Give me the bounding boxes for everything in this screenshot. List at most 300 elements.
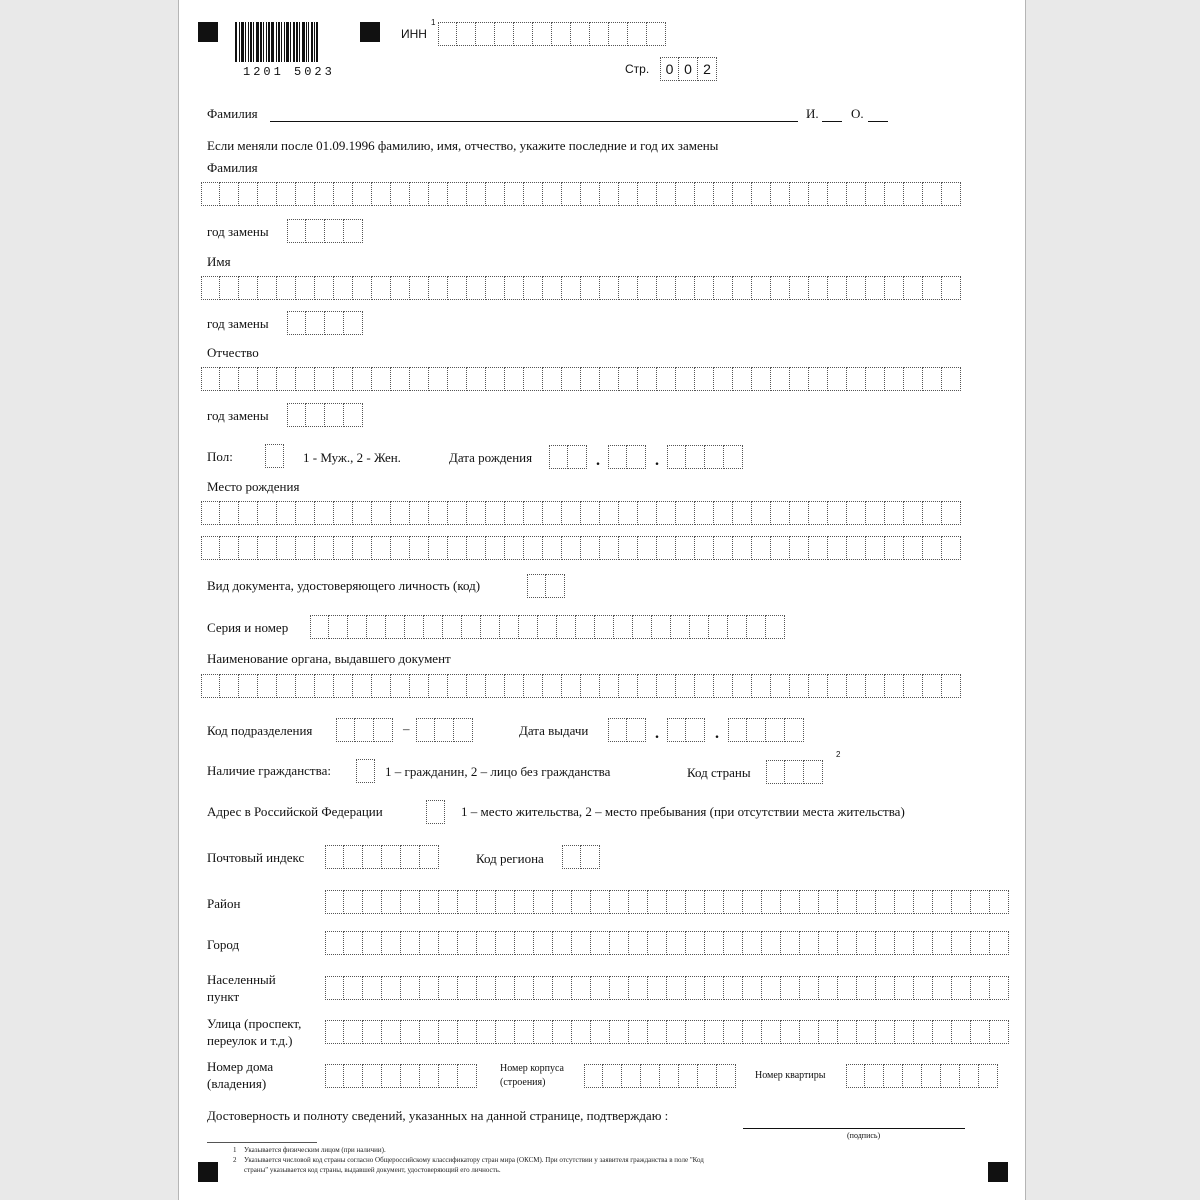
input-cell[interactable] xyxy=(619,276,638,300)
input-cell[interactable] xyxy=(287,219,306,243)
input-cell[interactable] xyxy=(348,615,367,639)
input-cell[interactable] xyxy=(258,674,277,698)
birthplace-input-line-2[interactable] xyxy=(201,536,961,560)
input-cell[interactable] xyxy=(790,367,809,391)
input-cell[interactable] xyxy=(546,574,565,598)
input-cell[interactable] xyxy=(239,536,258,560)
input-cell[interactable] xyxy=(572,890,591,914)
input-cell[interactable] xyxy=(638,367,657,391)
input-cell[interactable] xyxy=(933,931,952,955)
input-cell[interactable] xyxy=(828,276,847,300)
input-cell[interactable] xyxy=(743,890,762,914)
dob-month-input[interactable] xyxy=(608,445,646,469)
input-cell[interactable] xyxy=(467,182,486,206)
input-cell[interactable] xyxy=(562,501,581,525)
input-cell[interactable] xyxy=(641,1064,660,1088)
input-cell[interactable] xyxy=(676,182,695,206)
input-cell[interactable] xyxy=(866,536,885,560)
input-cell[interactable] xyxy=(572,931,591,955)
input-cell[interactable] xyxy=(363,1064,382,1088)
input-cell[interactable] xyxy=(724,1020,743,1044)
input-cell[interactable] xyxy=(458,1020,477,1044)
input-cell[interactable] xyxy=(952,890,971,914)
input-cell[interactable] xyxy=(220,182,239,206)
subdivision-code-part-2[interactable] xyxy=(416,718,473,742)
input-cell[interactable] xyxy=(838,976,857,1000)
input-cell[interactable] xyxy=(914,890,933,914)
input-cell[interactable] xyxy=(990,976,1009,1000)
input-cell[interactable] xyxy=(353,182,372,206)
input-cell[interactable] xyxy=(382,890,401,914)
input-cell[interactable] xyxy=(752,501,771,525)
input-cell[interactable] xyxy=(401,931,420,955)
input-cell[interactable] xyxy=(424,615,443,639)
input-cell[interactable] xyxy=(562,367,581,391)
input-cell[interactable] xyxy=(519,615,538,639)
input-cell[interactable] xyxy=(762,976,781,1000)
input-cell[interactable] xyxy=(538,615,557,639)
input-cell[interactable] xyxy=(448,674,467,698)
input-cell[interactable] xyxy=(752,367,771,391)
input-cell[interactable] xyxy=(990,1020,1009,1044)
input-cell[interactable] xyxy=(610,890,629,914)
input-cell[interactable] xyxy=(486,276,505,300)
input-cell[interactable] xyxy=(429,501,448,525)
input-cell[interactable] xyxy=(743,931,762,955)
input-cell[interactable] xyxy=(590,22,609,46)
patronymic-year-input[interactable] xyxy=(287,403,363,427)
input-cell[interactable] xyxy=(942,367,961,391)
input-cell[interactable] xyxy=(733,501,752,525)
input-cell[interactable] xyxy=(648,976,667,1000)
input-cell[interactable] xyxy=(686,890,705,914)
input-cell[interactable] xyxy=(543,536,562,560)
input-cell[interactable] xyxy=(990,931,1009,955)
input-cell[interactable] xyxy=(876,1020,895,1044)
input-cell[interactable] xyxy=(557,615,576,639)
input-cell[interactable] xyxy=(477,1020,496,1044)
input-cell[interactable] xyxy=(876,890,895,914)
input-cell[interactable] xyxy=(467,501,486,525)
input-cell[interactable] xyxy=(334,276,353,300)
input-cell[interactable] xyxy=(629,890,648,914)
input-cell[interactable] xyxy=(752,182,771,206)
input-cell[interactable] xyxy=(277,501,296,525)
input-cell[interactable] xyxy=(486,182,505,206)
input-cell[interactable] xyxy=(771,674,790,698)
input-cell[interactable] xyxy=(315,674,334,698)
input-cell[interactable] xyxy=(374,718,393,742)
input-cell[interactable] xyxy=(220,674,239,698)
input-cell[interactable] xyxy=(515,976,534,1000)
input-cell[interactable] xyxy=(552,22,571,46)
input-cell[interactable] xyxy=(201,536,220,560)
input-cell[interactable] xyxy=(752,536,771,560)
input-cell[interactable] xyxy=(657,367,676,391)
input-cell[interactable] xyxy=(533,22,552,46)
input-cell[interactable] xyxy=(458,1064,477,1088)
input-cell[interactable] xyxy=(410,536,429,560)
input-cell[interactable] xyxy=(334,536,353,560)
input-cell[interactable] xyxy=(698,1064,717,1088)
input-cell[interactable] xyxy=(657,674,676,698)
input-cell[interactable] xyxy=(325,311,344,335)
issuer-input[interactable] xyxy=(201,674,961,698)
input-cell[interactable] xyxy=(847,367,866,391)
input-cell[interactable] xyxy=(610,931,629,955)
input-cell[interactable] xyxy=(847,276,866,300)
input-cell[interactable] xyxy=(372,536,391,560)
input-cell[interactable] xyxy=(619,674,638,698)
input-cell[interactable] xyxy=(638,501,657,525)
input-cell[interactable] xyxy=(847,182,866,206)
input-cell[interactable] xyxy=(372,367,391,391)
postcode-input[interactable] xyxy=(325,845,439,869)
input-cell[interactable] xyxy=(334,674,353,698)
input-cell[interactable] xyxy=(344,845,363,869)
input-cell[interactable] xyxy=(771,276,790,300)
apartment-input[interactable] xyxy=(846,1064,998,1088)
dob-year-input[interactable] xyxy=(667,445,743,469)
input-cell[interactable] xyxy=(258,367,277,391)
input-cell[interactable] xyxy=(838,1020,857,1044)
input-cell[interactable] xyxy=(885,674,904,698)
input-cell[interactable] xyxy=(771,367,790,391)
input-cell[interactable] xyxy=(705,976,724,1000)
input-cell[interactable] xyxy=(581,276,600,300)
input-cell[interactable] xyxy=(714,674,733,698)
input-cell[interactable] xyxy=(527,574,546,598)
country-code-input[interactable] xyxy=(766,760,823,784)
input-cell[interactable] xyxy=(344,311,363,335)
input-cell[interactable] xyxy=(790,674,809,698)
input-cell[interactable] xyxy=(572,976,591,1000)
input-cell[interactable] xyxy=(296,674,315,698)
input-cell[interactable] xyxy=(876,931,895,955)
input-cell[interactable] xyxy=(866,367,885,391)
input-cell[interactable] xyxy=(584,1064,603,1088)
input-cell[interactable] xyxy=(429,182,448,206)
input-cell[interactable] xyxy=(743,1020,762,1044)
input-cell[interactable] xyxy=(553,1020,572,1044)
dob-day-input[interactable] xyxy=(549,445,587,469)
input-cell[interactable] xyxy=(895,931,914,955)
input-cell[interactable] xyxy=(467,674,486,698)
input-cell[interactable] xyxy=(477,976,496,1000)
input-cell[interactable] xyxy=(629,1020,648,1044)
input-cell[interactable] xyxy=(857,890,876,914)
input-cell[interactable] xyxy=(258,182,277,206)
input-cell[interactable] xyxy=(876,976,895,1000)
input-cell[interactable] xyxy=(600,501,619,525)
input-cell[interactable] xyxy=(676,501,695,525)
input-cell[interactable] xyxy=(933,1020,952,1044)
input-cell[interactable] xyxy=(382,931,401,955)
input-cell[interactable] xyxy=(581,182,600,206)
input-cell[interactable] xyxy=(591,1020,610,1044)
input-cell[interactable] xyxy=(439,890,458,914)
input-cell[interactable] xyxy=(667,890,686,914)
input-cell[interactable] xyxy=(695,182,714,206)
input-cell[interactable] xyxy=(819,931,838,955)
input-cell[interactable] xyxy=(265,444,284,468)
input-cell[interactable] xyxy=(325,219,344,243)
input-cell[interactable] xyxy=(600,367,619,391)
input-cell[interactable] xyxy=(576,615,595,639)
input-cell[interactable] xyxy=(600,674,619,698)
input-cell[interactable] xyxy=(481,615,500,639)
input-cell[interactable] xyxy=(443,615,462,639)
input-cell[interactable] xyxy=(648,890,667,914)
input-cell[interactable] xyxy=(885,182,904,206)
input-cell[interactable] xyxy=(923,501,942,525)
input-cell[interactable] xyxy=(524,182,543,206)
input-cell[interactable] xyxy=(728,718,747,742)
input-cell[interactable] xyxy=(486,674,505,698)
input-cell[interactable] xyxy=(325,1064,344,1088)
input-cell[interactable] xyxy=(287,403,306,427)
input-cell[interactable] xyxy=(438,22,457,46)
input-cell[interactable] xyxy=(679,1064,698,1088)
input-cell[interactable] xyxy=(277,182,296,206)
input-cell[interactable] xyxy=(608,445,627,469)
input-cell[interactable] xyxy=(633,615,652,639)
input-cell[interactable] xyxy=(201,182,220,206)
address-type-input[interactable] xyxy=(426,800,445,824)
input-cell[interactable] xyxy=(904,536,923,560)
district-input[interactable] xyxy=(325,890,1009,914)
input-cell[interactable] xyxy=(942,276,961,300)
input-cell[interactable] xyxy=(315,276,334,300)
input-cell[interactable] xyxy=(923,674,942,698)
input-cell[interactable] xyxy=(363,890,382,914)
input-cell[interactable] xyxy=(785,760,804,784)
input-cell[interactable] xyxy=(941,1064,960,1088)
birthplace-input-line-1[interactable] xyxy=(201,501,961,525)
input-cell[interactable] xyxy=(638,276,657,300)
input-cell[interactable] xyxy=(477,931,496,955)
input-cell[interactable] xyxy=(477,890,496,914)
street-input[interactable] xyxy=(325,1020,1009,1044)
input-cell[interactable] xyxy=(790,536,809,560)
input-cell[interactable] xyxy=(534,931,553,955)
input-cell[interactable] xyxy=(857,931,876,955)
input-cell[interactable] xyxy=(426,800,445,824)
input-cell[interactable] xyxy=(515,1020,534,1044)
input-cell[interactable] xyxy=(420,931,439,955)
input-cell[interactable] xyxy=(695,367,714,391)
input-cell[interactable] xyxy=(401,976,420,1000)
input-cell[interactable] xyxy=(686,445,705,469)
input-cell[interactable] xyxy=(410,674,429,698)
input-cell[interactable] xyxy=(315,536,334,560)
input-cell[interactable] xyxy=(686,718,705,742)
input-cell[interactable] xyxy=(581,674,600,698)
input-cell[interactable] xyxy=(581,536,600,560)
input-cell[interactable] xyxy=(382,1020,401,1044)
input-cell[interactable] xyxy=(647,22,666,46)
input-cell[interactable] xyxy=(553,890,572,914)
input-cell[interactable] xyxy=(325,403,344,427)
input-cell[interactable] xyxy=(903,1064,922,1088)
initial-patronymic-line[interactable] xyxy=(868,121,888,122)
input-cell[interactable] xyxy=(429,276,448,300)
input-cell[interactable] xyxy=(420,1020,439,1044)
input-cell[interactable] xyxy=(724,931,743,955)
input-cell[interactable] xyxy=(638,674,657,698)
input-cell[interactable] xyxy=(885,276,904,300)
input-cell[interactable] xyxy=(562,182,581,206)
input-cell[interactable] xyxy=(614,615,633,639)
input-cell[interactable] xyxy=(667,445,686,469)
input-cell[interactable] xyxy=(809,182,828,206)
input-cell[interactable] xyxy=(809,501,828,525)
input-cell[interactable] xyxy=(524,276,543,300)
input-cell[interactable] xyxy=(762,1020,781,1044)
input-cell[interactable] xyxy=(866,182,885,206)
input-cell[interactable] xyxy=(790,182,809,206)
input-cell[interactable] xyxy=(391,367,410,391)
input-cell[interactable] xyxy=(809,536,828,560)
input-cell[interactable] xyxy=(448,536,467,560)
input-cell[interactable] xyxy=(846,1064,865,1088)
input-cell[interactable] xyxy=(287,311,306,335)
input-cell[interactable] xyxy=(429,367,448,391)
doc-type-input[interactable] xyxy=(527,574,565,598)
input-cell[interactable] xyxy=(562,845,581,869)
input-cell[interactable] xyxy=(496,976,515,1000)
input-cell[interactable] xyxy=(695,536,714,560)
input-cell[interactable] xyxy=(676,674,695,698)
initial-first-line[interactable] xyxy=(822,121,842,122)
input-cell[interactable] xyxy=(885,536,904,560)
input-cell[interactable] xyxy=(686,931,705,955)
input-cell[interactable] xyxy=(762,890,781,914)
input-cell[interactable] xyxy=(638,182,657,206)
input-cell[interactable] xyxy=(885,367,904,391)
input-cell[interactable] xyxy=(728,615,747,639)
input-cell[interactable] xyxy=(391,276,410,300)
input-cell[interactable] xyxy=(828,674,847,698)
input-cell[interactable] xyxy=(344,219,363,243)
signature-line[interactable] xyxy=(743,1128,965,1129)
inn-input[interactable] xyxy=(438,22,666,46)
input-cell[interactable] xyxy=(401,1020,420,1044)
input-cell[interactable] xyxy=(619,367,638,391)
input-cell[interactable] xyxy=(454,718,473,742)
input-cell[interactable] xyxy=(914,1020,933,1044)
input-cell[interactable] xyxy=(220,501,239,525)
input-cell[interactable] xyxy=(534,1020,553,1044)
input-cell[interactable] xyxy=(420,976,439,1000)
input-cell[interactable] xyxy=(828,501,847,525)
input-cell[interactable] xyxy=(448,501,467,525)
input-cell[interactable] xyxy=(667,976,686,1000)
input-cell[interactable] xyxy=(942,182,961,206)
input-cell[interactable] xyxy=(629,976,648,1000)
input-cell[interactable] xyxy=(439,1020,458,1044)
input-cell[interactable] xyxy=(933,890,952,914)
input-cell[interactable] xyxy=(781,1020,800,1044)
input-cell[interactable] xyxy=(543,367,562,391)
input-cell[interactable] xyxy=(771,501,790,525)
input-cell[interactable] xyxy=(904,674,923,698)
input-cell[interactable] xyxy=(743,976,762,1000)
input-cell[interactable] xyxy=(325,976,344,1000)
input-cell[interactable] xyxy=(752,674,771,698)
input-cell[interactable] xyxy=(391,501,410,525)
input-cell[interactable] xyxy=(884,1064,903,1088)
input-cell[interactable] xyxy=(619,536,638,560)
input-cell[interactable] xyxy=(568,445,587,469)
input-cell[interactable] xyxy=(724,445,743,469)
input-cell[interactable] xyxy=(971,931,990,955)
input-cell[interactable] xyxy=(781,890,800,914)
input-cell[interactable] xyxy=(809,674,828,698)
input-cell[interactable] xyxy=(353,536,372,560)
input-cell[interactable] xyxy=(344,890,363,914)
subdivision-code-part-1[interactable] xyxy=(336,718,393,742)
input-cell[interactable] xyxy=(239,276,258,300)
input-cell[interactable] xyxy=(923,367,942,391)
house-number-input[interactable] xyxy=(325,1064,477,1088)
input-cell[interactable] xyxy=(671,615,690,639)
input-cell[interactable] xyxy=(800,931,819,955)
input-cell[interactable] xyxy=(382,976,401,1000)
input-cell[interactable] xyxy=(391,182,410,206)
input-cell[interactable] xyxy=(809,276,828,300)
input-cell[interactable] xyxy=(500,615,519,639)
input-cell[interactable] xyxy=(353,367,372,391)
input-cell[interactable] xyxy=(695,276,714,300)
input-cell[interactable] xyxy=(448,276,467,300)
input-cell[interactable] xyxy=(790,276,809,300)
input-cell[interactable] xyxy=(717,1064,736,1088)
input-cell[interactable] xyxy=(439,976,458,1000)
input-cell[interactable] xyxy=(648,1020,667,1044)
input-cell[interactable] xyxy=(258,536,277,560)
input-cell[interactable] xyxy=(277,276,296,300)
input-cell[interactable] xyxy=(334,367,353,391)
input-cell[interactable] xyxy=(277,367,296,391)
input-cell[interactable] xyxy=(857,976,876,1000)
input-cell[interactable] xyxy=(847,501,866,525)
input-cell[interactable] xyxy=(595,615,614,639)
input-cell[interactable] xyxy=(296,536,315,560)
input-cell[interactable] xyxy=(705,931,724,955)
input-cell[interactable] xyxy=(610,1020,629,1044)
input-cell[interactable] xyxy=(467,536,486,560)
input-cell[interactable] xyxy=(505,501,524,525)
building-input[interactable] xyxy=(584,1064,736,1088)
input-cell[interactable] xyxy=(363,845,382,869)
input-cell[interactable] xyxy=(353,674,372,698)
input-cell[interactable] xyxy=(372,501,391,525)
input-cell[interactable] xyxy=(714,536,733,560)
input-cell[interactable] xyxy=(923,276,942,300)
input-cell[interactable] xyxy=(429,674,448,698)
input-cell[interactable] xyxy=(922,1064,941,1088)
input-cell[interactable] xyxy=(514,22,533,46)
input-cell[interactable] xyxy=(904,367,923,391)
input-cell[interactable] xyxy=(952,976,971,1000)
input-cell[interactable] xyxy=(660,1064,679,1088)
input-cell[interactable] xyxy=(457,22,476,46)
input-cell[interactable] xyxy=(657,276,676,300)
input-cell[interactable] xyxy=(325,890,344,914)
input-cell[interactable] xyxy=(486,536,505,560)
input-cell[interactable] xyxy=(571,22,590,46)
